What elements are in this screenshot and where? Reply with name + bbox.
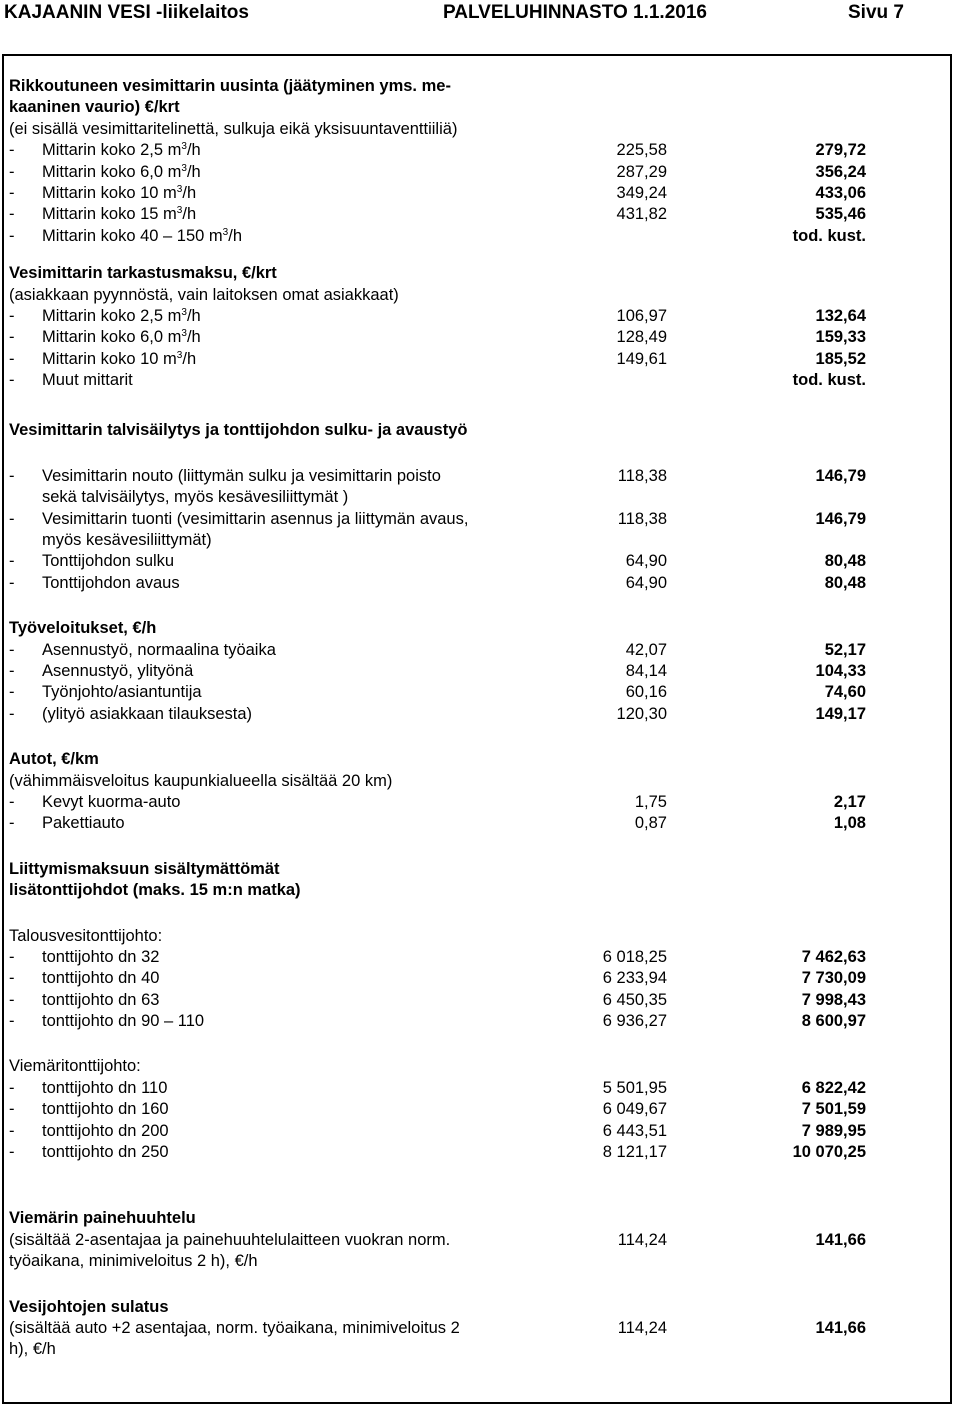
unit-exponent: 3 [176, 205, 183, 217]
item-label [42, 226, 242, 247]
spacer [9, 594, 949, 618]
section-note: (sisältää 2-asentajaa ja painehuuhtelulaitteen vuokran norm. [9, 1230, 451, 1249]
item-label-text: Tonttijohdon sulku [42, 552, 175, 571]
price-row [9, 990, 949, 1011]
item-label-text: (ylityö asiakkaan tilauksesta) [42, 704, 253, 723]
price-excl-vat: 287,29 [616, 162, 667, 181]
item-label-unit: /h [182, 205, 197, 224]
item-label [42, 792, 180, 813]
item-label [42, 509, 468, 530]
item-label [42, 183, 196, 204]
price-row [9, 640, 949, 661]
price-excl-vat: 1,75 [634, 792, 667, 811]
priced-note-row [9, 1318, 949, 1339]
item-label-unit: /h [186, 141, 201, 160]
list-dash: - [9, 552, 15, 571]
price-row [9, 1011, 949, 1032]
price-row [9, 661, 949, 682]
list-dash: - [9, 226, 15, 245]
price-row [9, 704, 949, 725]
price-incl-vat: 433,06 [815, 183, 866, 202]
price-excl-vat: 0,87 [634, 814, 667, 833]
price-row [9, 509, 949, 530]
item-label-unit: /h [186, 306, 201, 325]
price-incl-vat: 146,79 [815, 466, 866, 485]
price-incl-vat: 141,66 [815, 1318, 866, 1337]
price-row [9, 204, 949, 225]
unit-exponent: 3 [176, 349, 183, 361]
price-incl-vat: 7 989,95 [801, 1121, 866, 1140]
price-excl-vat: 128,49 [616, 328, 667, 347]
item-label [42, 813, 125, 834]
list-dash: - [9, 1100, 15, 1119]
price-incl-vat: 535,46 [815, 205, 866, 224]
price-incl-vat: 80,48 [824, 552, 866, 571]
price-row [9, 140, 949, 161]
section-heading: lisätonttijohdot (maks. 15 m:n matka) [9, 881, 301, 900]
price-excl-vat: 6 443,51 [602, 1121, 667, 1140]
item-label-unit: /h [228, 226, 242, 245]
price-incl-vat: 132,64 [815, 306, 866, 325]
price-incl-vat: 7 730,09 [801, 969, 866, 988]
price-excl-vat: 64,90 [625, 552, 667, 571]
item-continuation [9, 530, 949, 551]
section-heading: Työveloitukset, €/h [9, 619, 157, 638]
list-dash: - [9, 947, 15, 966]
item-label-text: Mittarin koko 6,0 m [42, 162, 182, 181]
item-label [42, 204, 196, 225]
item-label-continuation: myös kesävesiliittymät) [42, 531, 212, 550]
price-excl-vat: 431,82 [616, 205, 667, 224]
item-label-unit: /h [182, 349, 197, 368]
list-dash: - [9, 371, 15, 390]
item-label-text: Mittarin koko 6,0 m [42, 328, 182, 347]
item-label [42, 162, 201, 183]
item-label-text: Mittarin koko 15 m [42, 205, 177, 224]
section-note: (asiakkaan pyynnöstä, vain laitoksen omat asiakkaat) [9, 285, 399, 304]
price-excl-vat: 8 121,17 [602, 1143, 667, 1162]
section-note: (ei sisällä vesimittaritelinettä, sulkuja eikä yksisuuntaventtiiliä) [9, 119, 458, 138]
price-excl-vat: 6 233,94 [602, 969, 667, 988]
price-incl-vat: 7 501,59 [801, 1100, 866, 1119]
item-label [42, 327, 201, 348]
list-dash: - [9, 162, 15, 181]
section-heading: Vesimittarin tarkastusmaksu, €/krt [9, 264, 277, 283]
list-dash: - [9, 466, 15, 485]
spacer [9, 835, 949, 859]
item-label [42, 990, 159, 1011]
price-row [9, 1142, 949, 1163]
list-dash: - [9, 661, 15, 680]
list-dash: - [9, 183, 15, 202]
spacer [9, 1032, 949, 1056]
price-excl-vat: 5 501,95 [602, 1078, 667, 1097]
price-incl-vat: 356,24 [815, 162, 866, 181]
price-row [9, 551, 949, 572]
spacer [9, 902, 949, 926]
unit-exponent: 3 [181, 162, 187, 174]
list-dash: - [9, 1143, 15, 1162]
price-row [9, 947, 949, 968]
price-excl-vat: 42,07 [625, 640, 667, 659]
item-label [42, 1121, 169, 1142]
item-label [42, 573, 180, 594]
price-excl-vat: 84,14 [625, 661, 667, 680]
item-label [42, 349, 196, 370]
price-excl-vat: 349,24 [616, 183, 667, 202]
price-row [9, 792, 949, 813]
item-continuation [9, 487, 949, 508]
list-dash: - [9, 1078, 15, 1097]
list-dash: - [9, 704, 15, 723]
item-label-text: Asennustyö, normaalina työaika [42, 640, 276, 659]
price-row [9, 968, 949, 989]
list-dash: - [9, 990, 15, 1009]
item-label [42, 140, 201, 161]
price-incl-vat: 149,17 [815, 704, 866, 723]
price-incl-vat: 8 600,97 [801, 1012, 866, 1031]
item-label-text: Mittarin koko 2,5 m [42, 141, 182, 160]
item-label [42, 1099, 169, 1120]
price-incl-vat: 185,52 [815, 349, 866, 368]
item-label [42, 968, 159, 989]
item-label-text: tonttijohto dn 40 [42, 969, 160, 988]
item-label [42, 1142, 169, 1163]
list-dash: - [9, 969, 15, 988]
list-dash: - [9, 814, 15, 833]
price-incl-vat: 6 822,42 [801, 1078, 866, 1097]
item-label [42, 704, 252, 725]
item-label-text: tonttijohto dn 63 [42, 990, 160, 1009]
section-note: Talousvesitonttijohto: [9, 926, 163, 945]
list-dash: - [9, 640, 15, 659]
price-incl-vat: tod. kust. [792, 226, 866, 245]
unit-exponent: 3 [222, 226, 229, 238]
price-row [9, 1099, 949, 1120]
unit-exponent: 3 [181, 328, 187, 340]
price-row [9, 573, 949, 594]
unit-exponent: 3 [181, 141, 187, 153]
unit-exponent: 3 [176, 183, 183, 195]
price-incl-vat: 74,60 [824, 683, 866, 702]
price-row [9, 682, 949, 703]
price-row [9, 466, 949, 487]
list-dash: - [9, 573, 15, 592]
spacer [9, 1273, 949, 1297]
price-incl-vat: 104,33 [815, 661, 866, 680]
price-excl-vat: 118,38 [617, 466, 667, 485]
item-label-text: Kevyt kuorma-auto [42, 792, 181, 811]
price-row [9, 813, 949, 834]
item-label-text: Vesimittarin nouto (liittymän sulku ja vesimittarin poisto [42, 466, 441, 485]
price-excl-vat: 114,24 [617, 1318, 667, 1337]
price-incl-vat: 7 462,63 [801, 947, 866, 966]
item-label-text: Vesimittarin tuonti (vesimittarin asennus ja liittymän avaus, [42, 509, 469, 528]
price-incl-vat: 80,48 [824, 573, 866, 592]
price-incl-vat: tod. kust. [792, 371, 866, 390]
price-incl-vat: 159,33 [815, 328, 866, 347]
spacer [9, 247, 949, 263]
price-row [9, 349, 949, 370]
item-label-unit: /h [186, 162, 201, 181]
item-label [42, 1011, 204, 1032]
price-incl-vat: 279,72 [815, 141, 866, 160]
item-label [42, 551, 174, 572]
page-number: Sivu 7 [848, 2, 904, 23]
section-heading: Vesijohtojen sulatus [9, 1297, 169, 1316]
price-excl-vat: 118,38 [617, 509, 667, 528]
item-label [42, 682, 202, 703]
item-label [42, 661, 193, 682]
price-row [9, 327, 949, 348]
item-label [42, 1078, 167, 1099]
price-row [9, 183, 949, 204]
price-excl-vat: 120,30 [616, 704, 667, 723]
item-label-text: Pakettiauto [42, 814, 125, 833]
price-excl-vat: 60,16 [625, 683, 667, 702]
section-heading: Liittymismaksuun sisältymättömät [9, 859, 280, 878]
page-header [0, 0, 960, 30]
item-label [42, 370, 133, 391]
item-label-text: Asennustyö, ylityönä [42, 661, 194, 680]
price-incl-vat: 1,08 [833, 814, 866, 833]
item-label-unit: /h [182, 183, 197, 202]
price-list-content [9, 76, 949, 1361]
price-excl-vat: 114,24 [617, 1230, 667, 1249]
section-note: Viemäritonttijohto: [9, 1057, 141, 1076]
item-label-text: tonttijohto dn 200 [42, 1121, 169, 1140]
price-incl-vat: 52,17 [824, 640, 866, 659]
list-dash: - [9, 205, 15, 224]
section-note: h), €/h [9, 1340, 56, 1359]
spacer [9, 725, 949, 749]
item-label-continuation: sekä talvisäilytys, myös kesävesiliittymät ) [42, 488, 349, 507]
list-dash: - [9, 683, 15, 702]
price-incl-vat: 10 070,25 [792, 1143, 866, 1162]
price-row [9, 226, 949, 247]
item-label-unit: /h [186, 328, 201, 347]
item-label-text: Työnjohto/asiantuntija [42, 683, 202, 702]
document-title: PALVELUHINNASTO 1.1.2016 [443, 2, 707, 23]
item-label-text: Muut mittarit [42, 371, 133, 390]
item-label-text: Tonttijohdon avaus [42, 573, 180, 592]
item-label-text: tonttijohto dn 32 [42, 947, 160, 966]
list-dash: - [9, 1012, 15, 1031]
spacer [9, 1192, 949, 1208]
list-dash: - [9, 792, 15, 811]
price-excl-vat: 6 450,35 [602, 990, 667, 1009]
price-excl-vat: 149,61 [616, 349, 667, 368]
price-excl-vat: 225,58 [616, 141, 667, 160]
item-label-text: tonttijohto dn 110 [42, 1078, 168, 1097]
price-incl-vat: 141,66 [815, 1230, 866, 1249]
price-incl-vat: 2,17 [833, 792, 866, 811]
price-excl-vat: 64,90 [625, 573, 667, 592]
price-row [9, 1121, 949, 1142]
list-dash: - [9, 306, 15, 325]
price-row [9, 162, 949, 183]
price-row [9, 1078, 949, 1099]
item-label [42, 640, 276, 661]
price-row [9, 306, 949, 327]
section-heading: Viemärin painehuuhtelu [9, 1209, 196, 1228]
price-excl-vat: 106,97 [616, 306, 667, 325]
item-label-text: tonttijohto dn 90 – 110 [42, 1012, 205, 1031]
item-label-text: Mittarin koko 40 – 150 m [42, 226, 223, 245]
spacer [9, 391, 949, 420]
list-dash: - [9, 1121, 15, 1140]
price-row [9, 370, 949, 391]
list-dash: - [9, 349, 15, 368]
list-dash: - [9, 141, 15, 160]
section-note: (sisältää auto +2 asentajaa, norm. työaikana, minimiveloitus 2 [9, 1318, 460, 1337]
organization-name: KAJAANIN VESI -liikelaitos [4, 2, 249, 23]
section-heading: Rikkoutuneen vesimittarin uusinta (jäätyminen yms. me- [9, 77, 451, 95]
price-excl-vat: 6 049,67 [602, 1100, 667, 1119]
unit-exponent: 3 [181, 306, 187, 318]
price-incl-vat: 7 998,43 [801, 990, 866, 1009]
price-incl-vat: 146,79 [815, 509, 866, 528]
item-label [42, 306, 201, 327]
item-label-text: tonttijohto dn 250 [42, 1143, 169, 1162]
item-label-text: Mittarin koko 10 m [42, 183, 177, 202]
price-excl-vat: 6 018,25 [602, 947, 667, 966]
item-label-text: Mittarin koko 10 m [42, 349, 177, 368]
item-label [42, 947, 159, 968]
list-dash: - [9, 509, 15, 528]
spacer [9, 442, 949, 466]
section-heading: kaaninen vaurio) €/krt [9, 98, 180, 117]
item-label [42, 466, 441, 487]
price-excl-vat: 6 936,27 [602, 1012, 667, 1031]
spacer [9, 1163, 949, 1192]
section-heading: Vesimittarin talvisäilytys ja tonttijohdon sulku- ja avaustyö [9, 421, 468, 440]
section-note: (vähimmäisveloitus kaupunkialueella sisältää 20 km) [9, 771, 393, 790]
item-label-text: Mittarin koko 2,5 m [42, 306, 182, 325]
section-note: työaikana, minimiveloitus 2 h), €/h [9, 1252, 258, 1271]
item-label-text: tonttijohto dn 160 [42, 1100, 169, 1119]
section-heading: Autot, €/km [9, 750, 99, 769]
priced-note-row [9, 1230, 949, 1251]
list-dash: - [9, 328, 15, 347]
